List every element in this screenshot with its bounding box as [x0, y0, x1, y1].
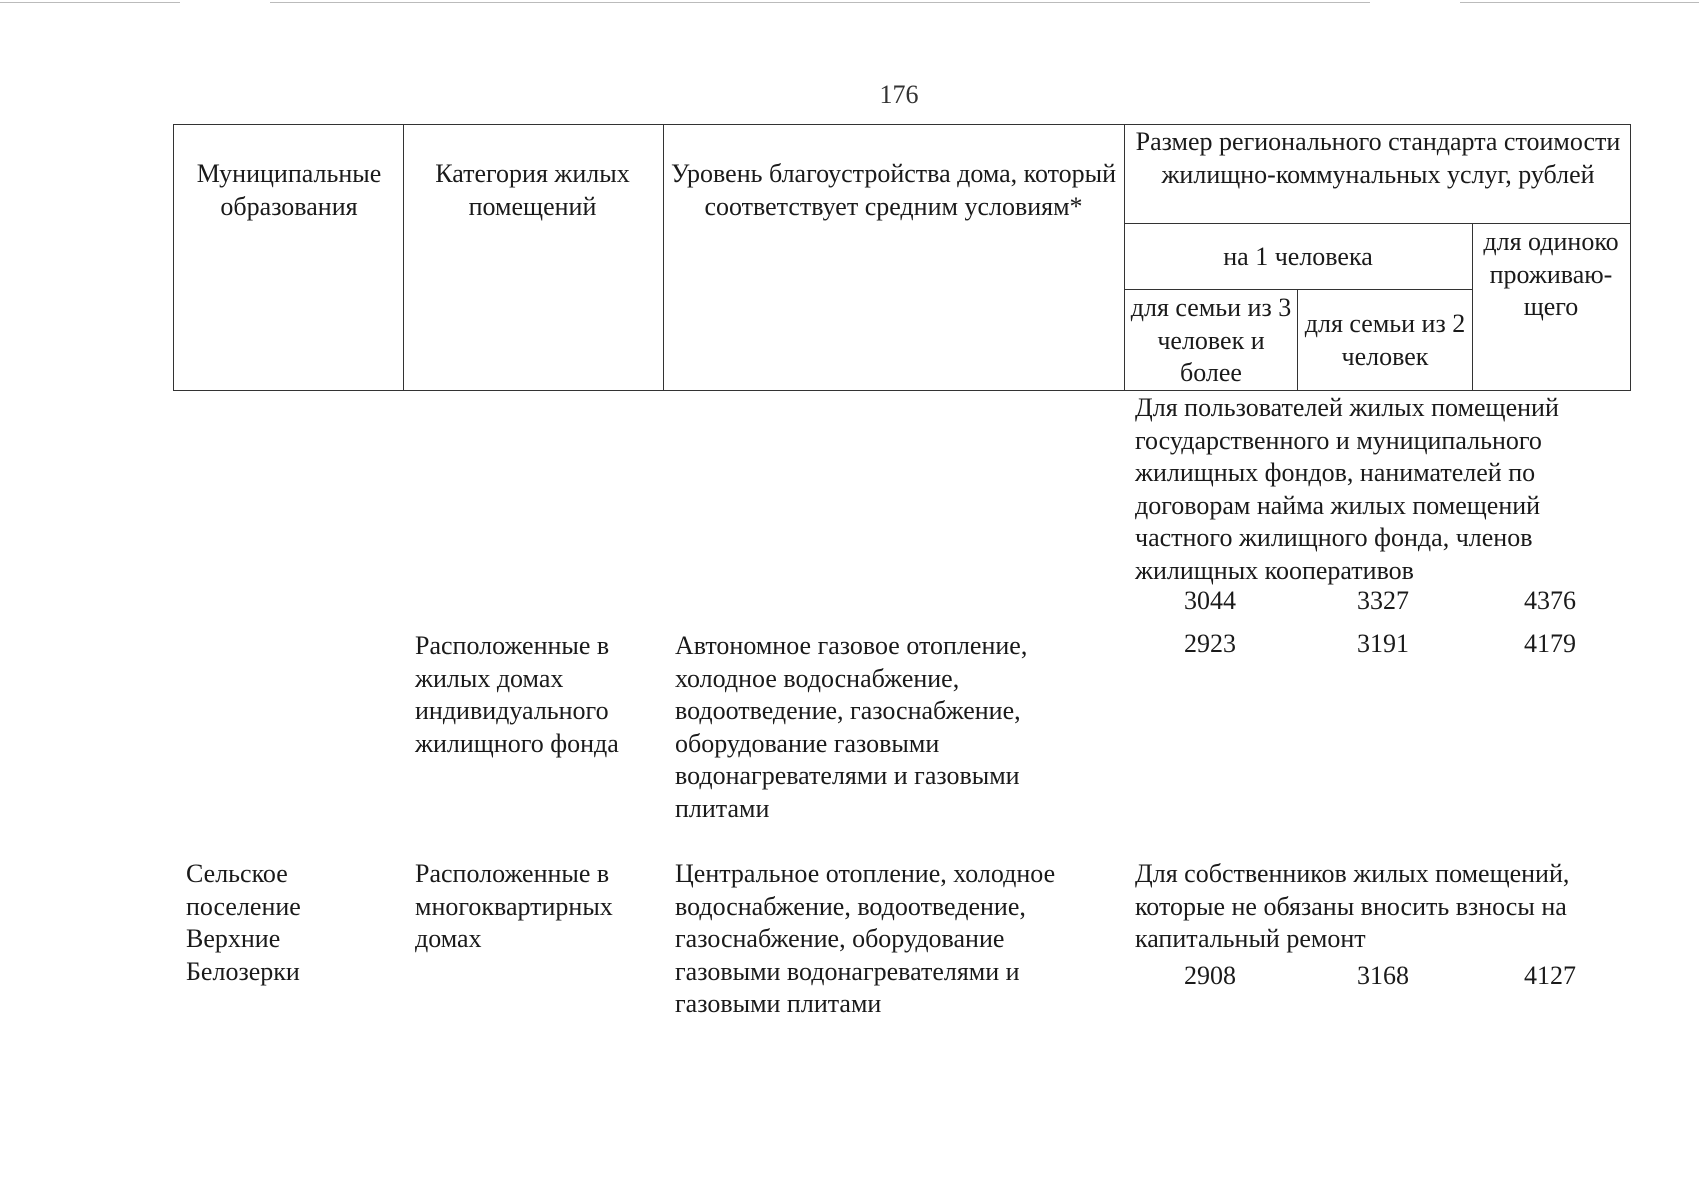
value-family2: 3327 — [1357, 586, 1409, 615]
scan-edge-line — [0, 2, 180, 3]
value-family3: 2908 — [1184, 961, 1236, 990]
value-single: 4376 — [1524, 586, 1576, 615]
row-category: Расположенные в многоквартирных домах — [415, 859, 613, 953]
table-left-border — [173, 124, 174, 390]
column-divider — [1472, 223, 1473, 390]
column-divider — [1124, 124, 1125, 390]
section-note: Для пользователей жилых помещений государственного и муниципального жилищных фондов, нанимателей по договорам найма жилых помещений частного жилищного фонда, членов жилищных кооперативов — [1135, 393, 1559, 585]
column-divider — [1297, 289, 1298, 390]
row-category: Расположенные в жилых домах индивидуального жилищного фонда — [415, 631, 619, 758]
value-family3: 3044 — [1184, 586, 1236, 615]
column-divider — [403, 124, 404, 390]
scan-edge-line — [1460, 2, 1699, 3]
section-note: Для собственников жилых помещений, которые не обязаны вносить взносы на капитальный ремонт — [1135, 859, 1570, 953]
header-level: Уровень благоустройства дома, который соответствует средним условиям* — [670, 159, 1117, 221]
header-family3: для семьи из 3 человек и более — [1130, 293, 1292, 387]
page-number: 176 — [879, 80, 919, 109]
table-top-border — [173, 124, 1631, 125]
row-level: Автономное газовое отопление, холодное водоснабжение, водоотведение, газоснабжение, оборудование газовыми водонагревателями и газовыми плитами — [675, 631, 1028, 823]
column-divider — [663, 124, 664, 390]
row-level: Центральное отопление, холодное водоснабжение, водоотведение, газоснабжение, оборудование газовыми водонагревателями и газовыми плитами — [675, 859, 1056, 1018]
header-standard: Размер регионального стандарта стоимости жилищно-коммунальных услуг, рублей — [1135, 127, 1621, 189]
table-right-border — [1630, 124, 1631, 390]
scan-edge-line — [270, 2, 1370, 3]
header-per-person: на 1 человека — [1223, 242, 1373, 271]
header-divider-standard — [1124, 223, 1631, 224]
header-single: для одиноко проживаю-щего — [1483, 227, 1619, 321]
table-header-bottom-border — [173, 390, 1631, 391]
value-family3: 2923 — [1184, 629, 1236, 658]
value-family2: 3168 — [1357, 961, 1409, 990]
header-divider-per-person — [1124, 289, 1472, 290]
value-family2: 3191 — [1357, 629, 1409, 658]
row-municipality: Сельское поселение Верхние Белозерки — [186, 859, 301, 986]
header-family2: для семьи из 2 человек — [1304, 309, 1466, 371]
header-municipal: Муниципальные образования — [196, 159, 382, 221]
value-single: 4127 — [1524, 961, 1576, 990]
header-category: Категория жилых помещений — [435, 159, 630, 221]
value-single: 4179 — [1524, 629, 1576, 658]
